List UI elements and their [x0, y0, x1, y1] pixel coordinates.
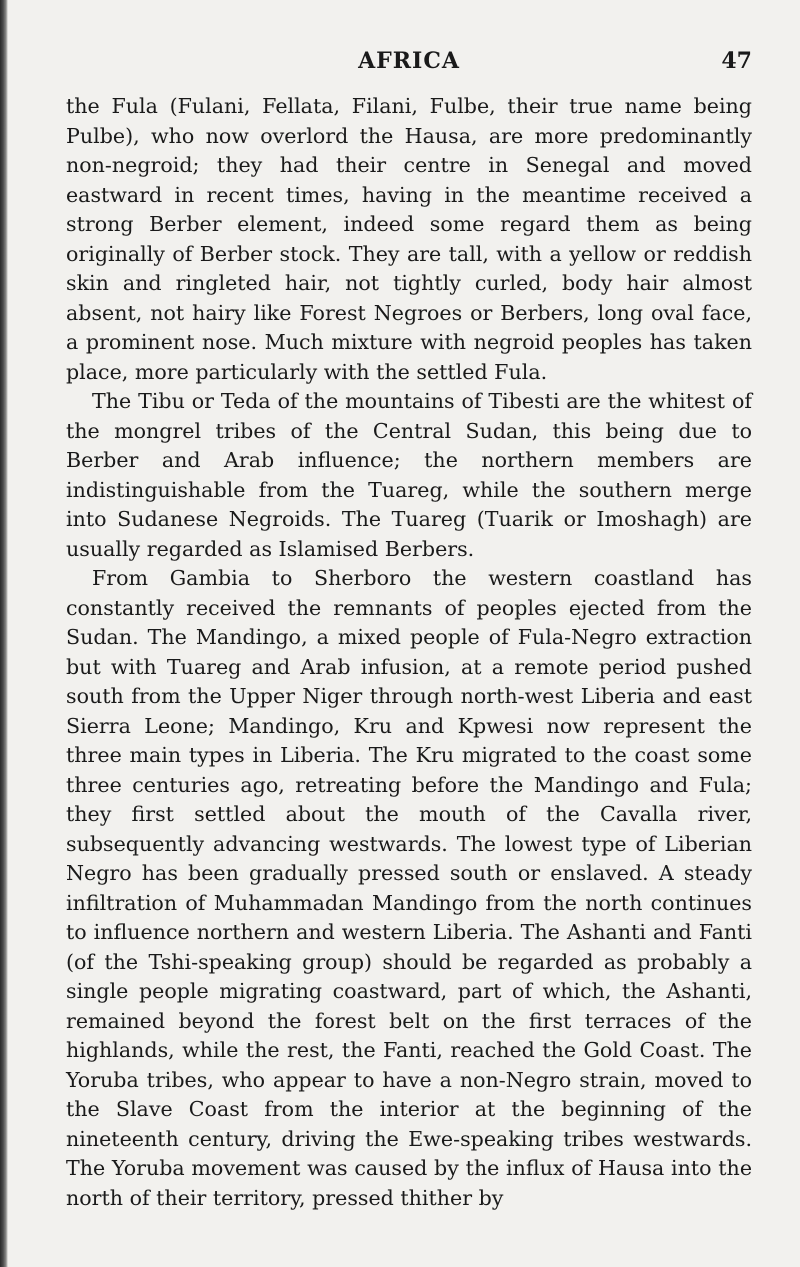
page-header — [66, 48, 752, 82]
page-number: 47 — [721, 48, 752, 74]
body-text — [66, 92, 752, 1213]
paragraph: From Gambia to Sherboro the western coastland has constantly received the remnants of peoples ejected from the Sudan. The Mandingo, a mixed people of Fula-Negro extraction but with Tuareg and Arab infusion, at a remote period pushed south from the Upper Niger through north-west Liberia and east Sierra Leone; Mandingo, Kru and Kpwesi now represent the three main types in Liberia. The Kru migrated to the coast some three centuries ago, retreating before the Mandingo and Fula; they first settled about the mouth of the Cavalla river, subsequently advancing westwards. The lowest type of Liberian Negro has been gradually pressed south or enslaved. A steady infiltration of Muhammadan Mandingo from the north continues to influence northern and western Liberia. The Ashanti and Fanti (of the Tshi-speaking group) should be regarded as probably a single people migrating coastward, part of which, the Ashanti, remained beyond the forest belt on the first terraces of the highlands, while the rest, the Fanti, reached the Gold Coast. The Yoruba tribes, who appear to have a non-Negro strain, moved to the Slave Coast from the interior at the beginning of the nineteenth century, driving the Ewe-speaking tribes westwards. The Yoruba movement was caused by the influx of Hausa into the north of their territory, pressed thither by — [66, 566, 752, 1210]
paragraph: the Fula (Fulani, Fellata, Filani, Fulbe, their true name being Pulbe), who now overlord the Hausa, are more predominantly non-negroid; they had their centre in Senegal and moved eastward in recent times, having in the meantime received a strong Berber element, indeed some regard them as being originally of Berber stock. They are tall, with a yellow or reddish skin and ringleted hair, not tightly curled, body hair almost absent, not hairy like Forest Negroes or Berbers, long oval face, a prominent nose. Much mixture with negroid peoples has taken place, more particularly with the settled Fula. — [66, 94, 752, 384]
running-title: AFRICA — [358, 48, 460, 74]
binding-edge-shadow — [0, 0, 8, 1267]
paragraph: The Tibu or Teda of the mountains of Tibesti are the whitest of the mongrel tribes of the Central Sudan, this being due to Berber and Arab influence; the northern members are indistinguishable from the Tuareg, while the southern merge into Sudanese Negroids. The Tuareg (Tuarik or Imoshagh) are usually regarded as Islamised Berbers. — [66, 389, 752, 561]
